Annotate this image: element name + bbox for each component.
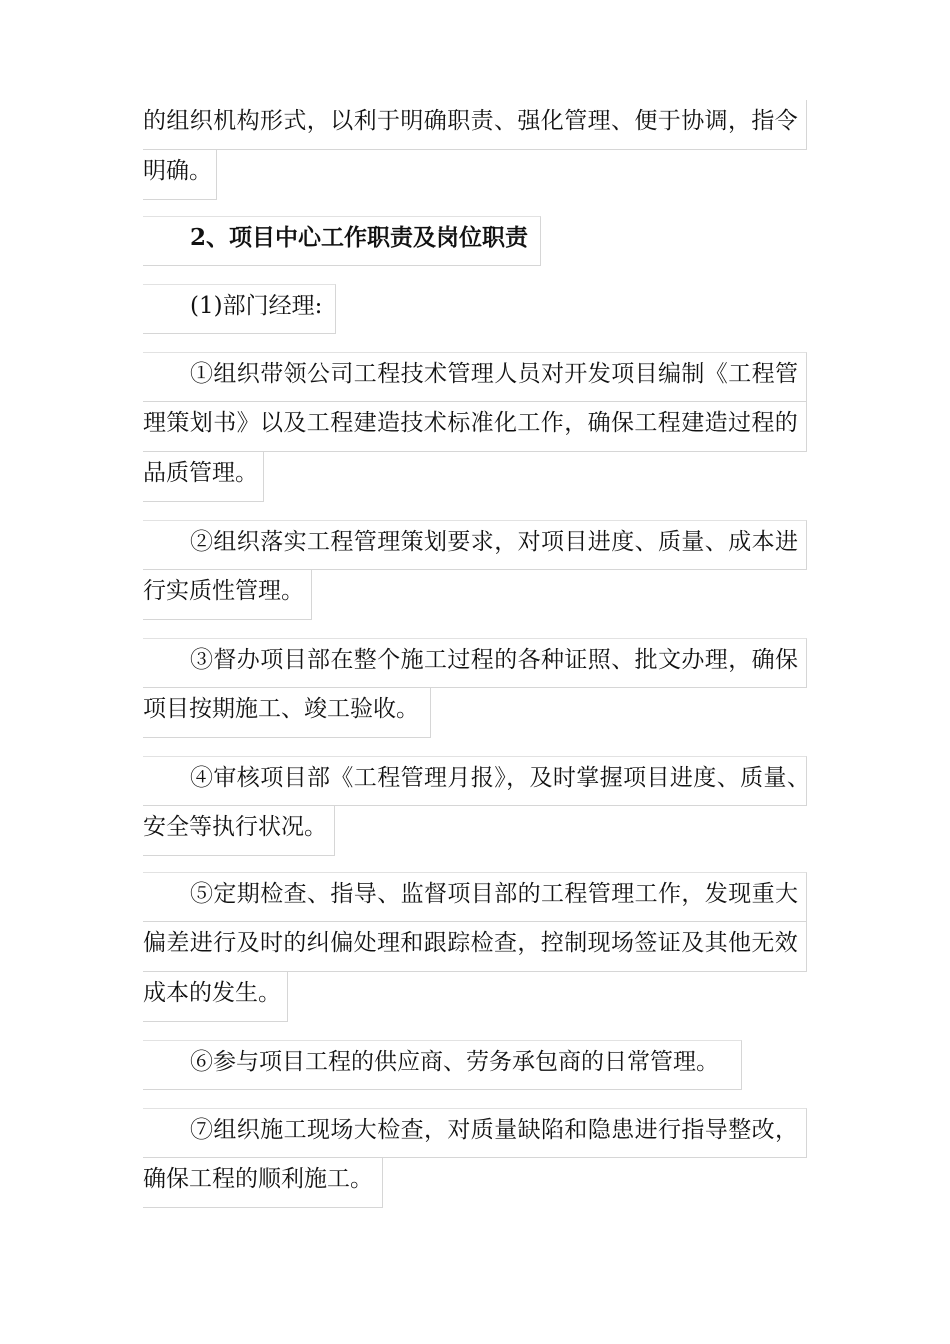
line-text: 成本的发生。 — [143, 980, 281, 1006]
paragraph-line — [143, 150, 217, 200]
line-text: 偏差进行及时的纠偏处理和跟踪检查，控制现场签证及其他无效 — [143, 930, 799, 956]
subsection-heading — [143, 284, 336, 334]
line-text: 明确。 — [143, 158, 212, 184]
line-text: 确保工程的顺利施工。 — [143, 1166, 373, 1192]
paragraph-line — [143, 972, 288, 1022]
line-text: 项目按期施工、竣工验收。 — [143, 696, 419, 722]
paragraph-line — [143, 1158, 383, 1208]
paragraph-line — [143, 638, 807, 688]
paragraph-line — [143, 452, 264, 502]
paragraph-line — [143, 520, 807, 570]
line-text: 理策划书》以及工程建造技术标准化工作，确保工程建造过程的 — [143, 410, 799, 436]
line-text: 品质管理。 — [143, 460, 258, 486]
section-heading — [143, 216, 541, 266]
line-text: ①组织带领公司工程技术管理人员对开发项目编制《工程管 — [190, 361, 799, 387]
subsection-heading-text: (1)部门经理: — [190, 293, 323, 319]
line-text: ⑤定期检查、指导、监督项目部的工程管理工作，发现重大 — [190, 881, 799, 907]
line-text: ⑥参与项目工程的供应商、劳务承包商的日常管理。 — [190, 1049, 719, 1075]
line-text: 行实质性管理。 — [143, 578, 304, 604]
paragraph-line — [143, 1040, 742, 1090]
paragraph-line — [143, 872, 807, 922]
paragraph-line — [143, 402, 807, 452]
paragraph-line — [143, 1108, 807, 1158]
paragraph-line — [143, 100, 807, 150]
paragraph-line — [143, 806, 335, 856]
line-text: ⑦组织施工现场大检查，对质量缺陷和隐患进行指导整改， — [190, 1117, 799, 1143]
paragraph-line — [143, 352, 807, 402]
paragraph-line — [143, 756, 811, 806]
paragraph-line — [143, 922, 807, 972]
paragraph-line — [143, 688, 431, 738]
line-text: 安全等执行状况。 — [143, 814, 327, 840]
section-heading-text: 2、项目中心工作职责及岗位职责 — [190, 224, 529, 251]
paragraph-line — [143, 570, 312, 620]
line-text: ②组织落实工程管理策划要求，对项目进度、质量、成本进 — [190, 529, 799, 555]
line-text: ④审核项目部《工程管理月报》，及时掌握项目进度、质量、 — [190, 765, 811, 791]
line-text: ③督办项目部在整个施工过程的各种证照、批文办理，确保 — [190, 647, 799, 673]
line-text: 的组织机构形式，以利于明确职责、强化管理、便于协调，指令 — [143, 108, 799, 134]
